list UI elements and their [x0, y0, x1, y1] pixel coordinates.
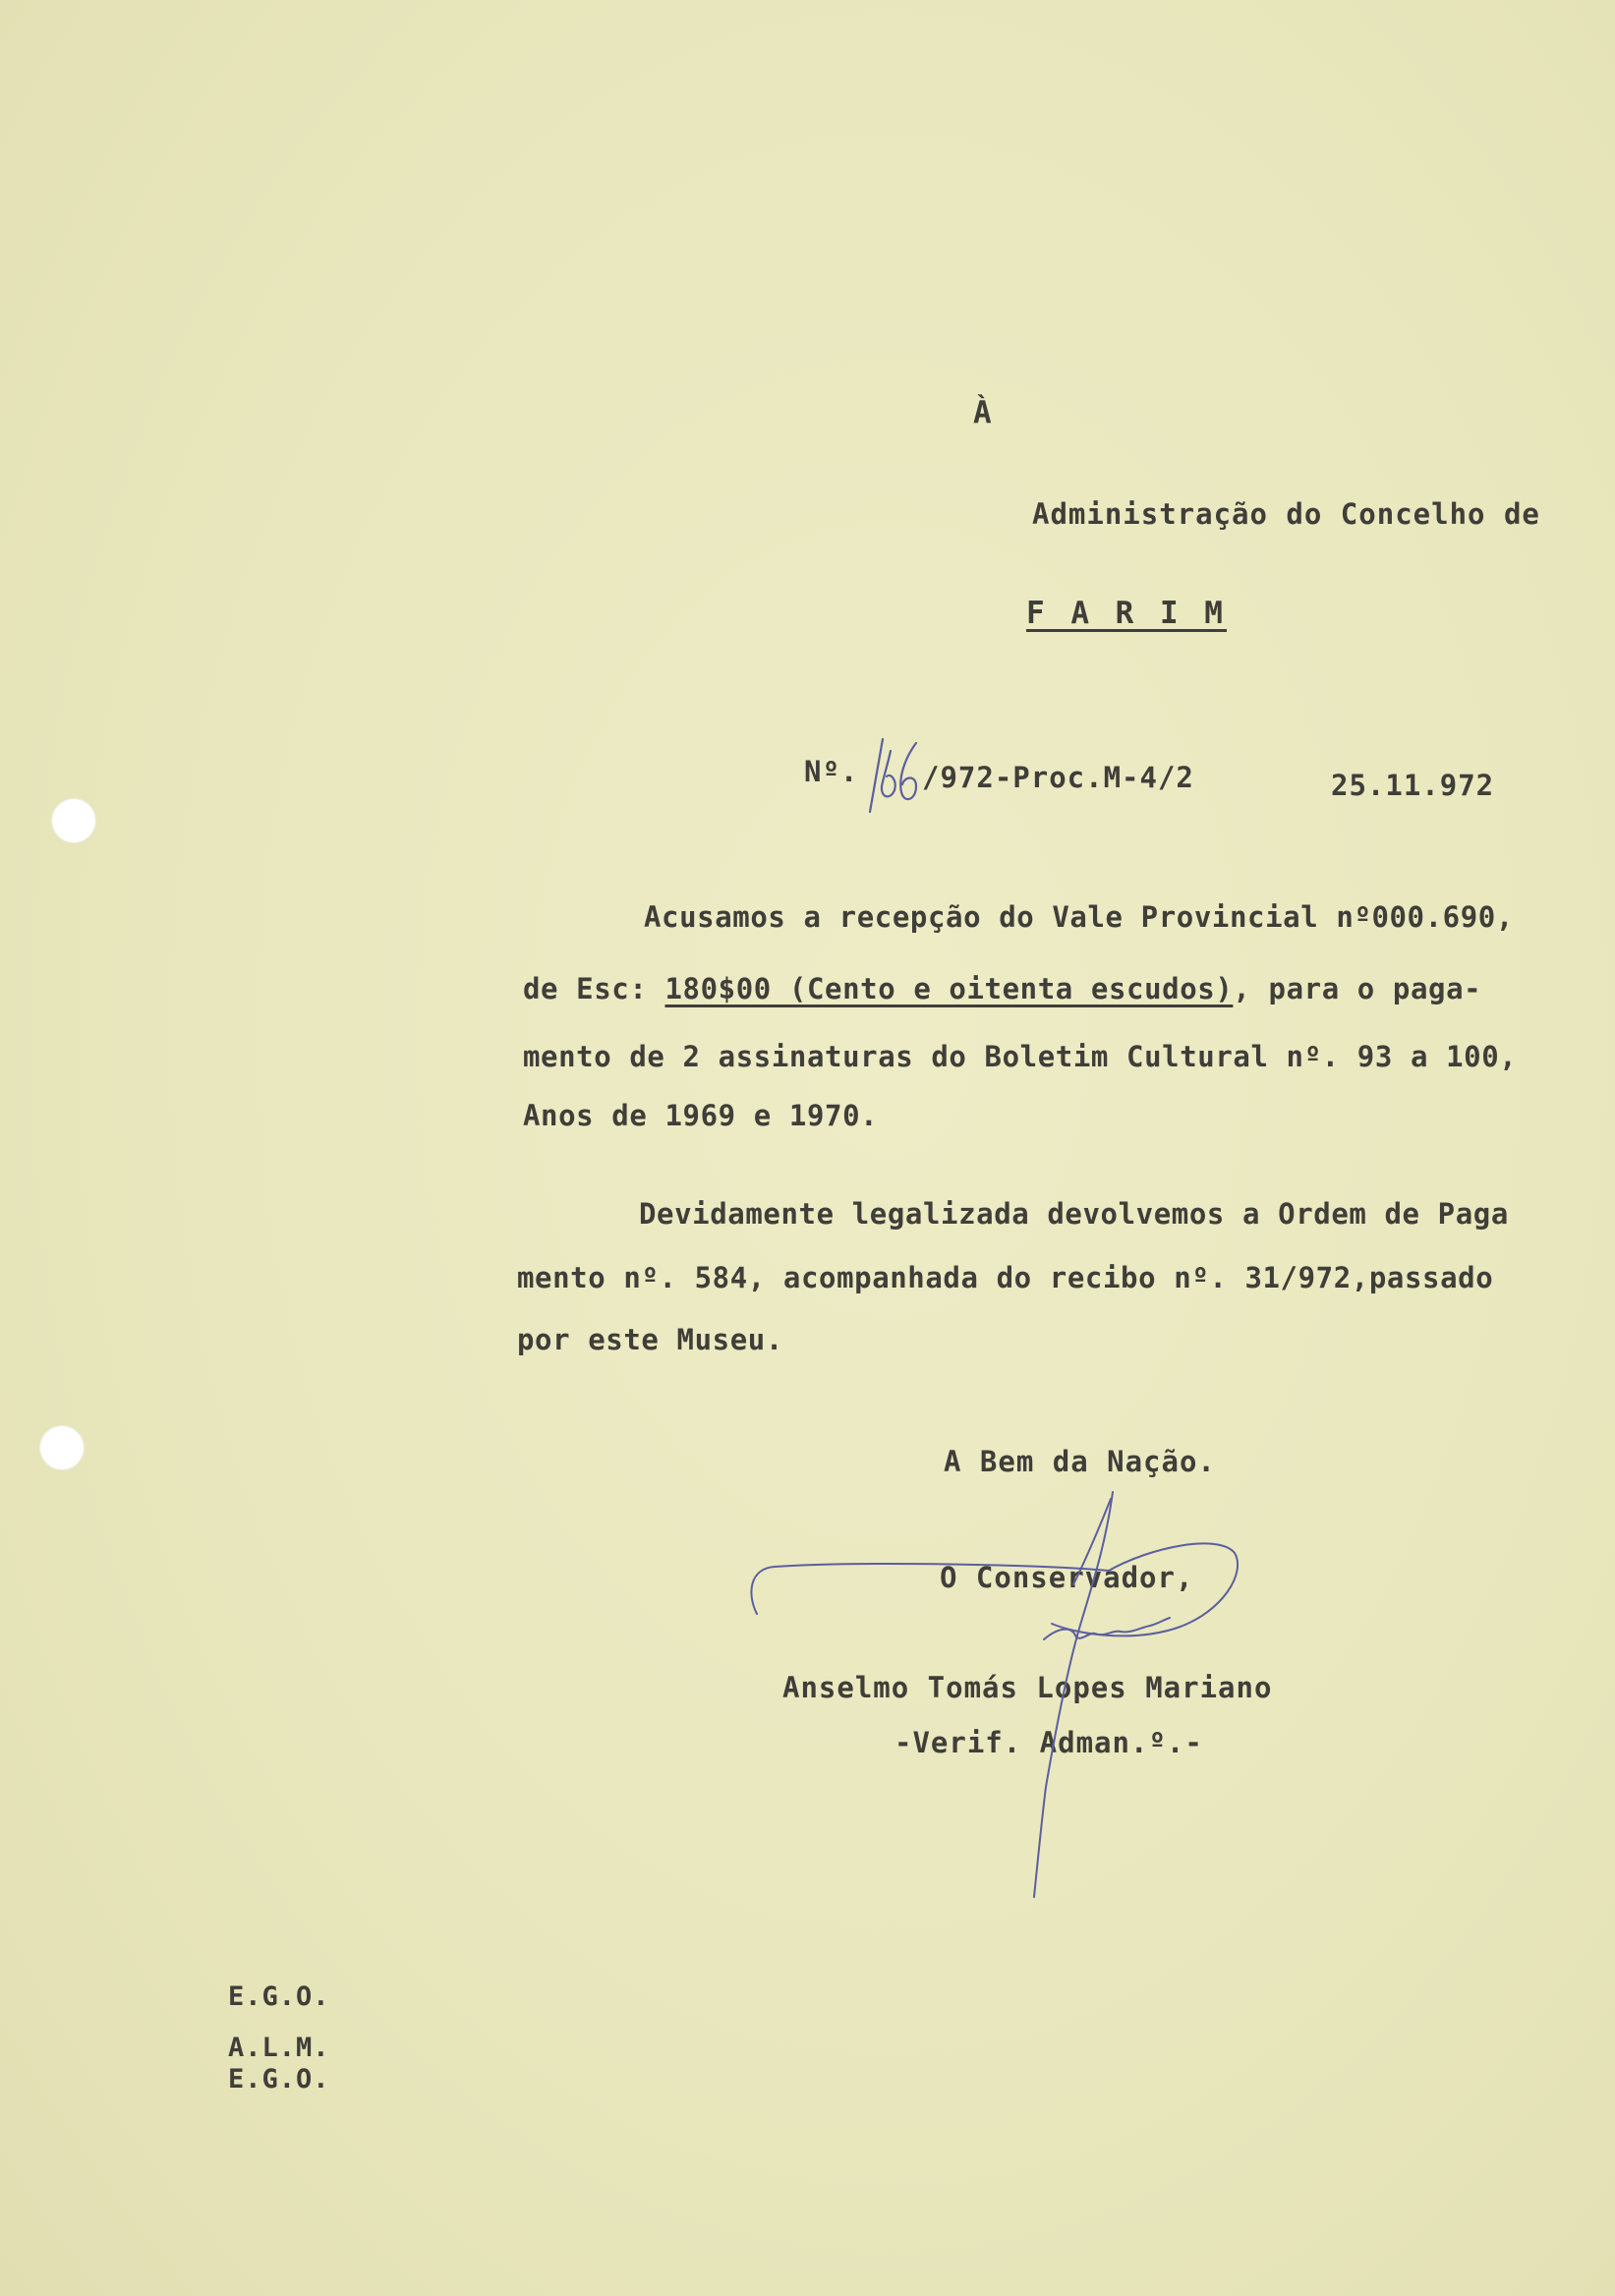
reference-number-prefix: Nº. — [804, 755, 859, 788]
closing-salutation: A Bem da Nação. — [944, 1445, 1216, 1478]
paragraph1-line2-start: de Esc: — [523, 972, 648, 1005]
paragraph1-line4: Anos de 1969 e 1970. — [523, 1099, 879, 1132]
paragraph2-line3: por este Museu. — [517, 1323, 783, 1356]
paragraph1-line2-end: , para o paga- — [1233, 972, 1482, 1005]
signer-role: -Verif. Adman.º.- — [894, 1726, 1203, 1759]
initials-line-3: E.G.O. — [228, 2064, 330, 2095]
addressee-place: F A R I M — [1026, 596, 1227, 631]
signer-name: Anselmo Tomás Lopes Mariano — [782, 1671, 1273, 1704]
reference-number-suffix: /972-Proc.M-4/2 — [922, 761, 1194, 794]
letter-date: 25.11.972 — [1331, 769, 1495, 802]
payment-amount: 180$00 (Cento e oitenta escudos) — [664, 972, 1234, 1005]
paragraph2-line1: Devidamente legalizada devolvemos a Ordem de Paga — [639, 1197, 1509, 1231]
paragraph1-line2 — [523, 972, 1481, 1005]
punch-hole-bottom — [39, 1425, 85, 1470]
paragraph1-line3: mento de 2 assinaturas do Boletim Cultural nº. 93 a 100, — [523, 1040, 1518, 1073]
paragraph2-line2: mento nº. 584, acompanhada do recibo nº. 31/972,passado — [517, 1261, 1494, 1294]
punch-hole-top — [51, 798, 96, 843]
addressee-line: Administração do Concelho de — [1032, 497, 1540, 531]
addressee-prefix: À — [973, 395, 993, 430]
handwritten-reference-number — [870, 739, 916, 812]
signer-title: O Conservador, — [940, 1561, 1194, 1594]
initials-line-2: A.L.M. — [228, 2033, 330, 2063]
paragraph1-line1: Acusamos a recepção do Vale Provincial nº000.690, — [644, 900, 1514, 934]
initials-line-1: E.G.O. — [228, 1981, 330, 2012]
